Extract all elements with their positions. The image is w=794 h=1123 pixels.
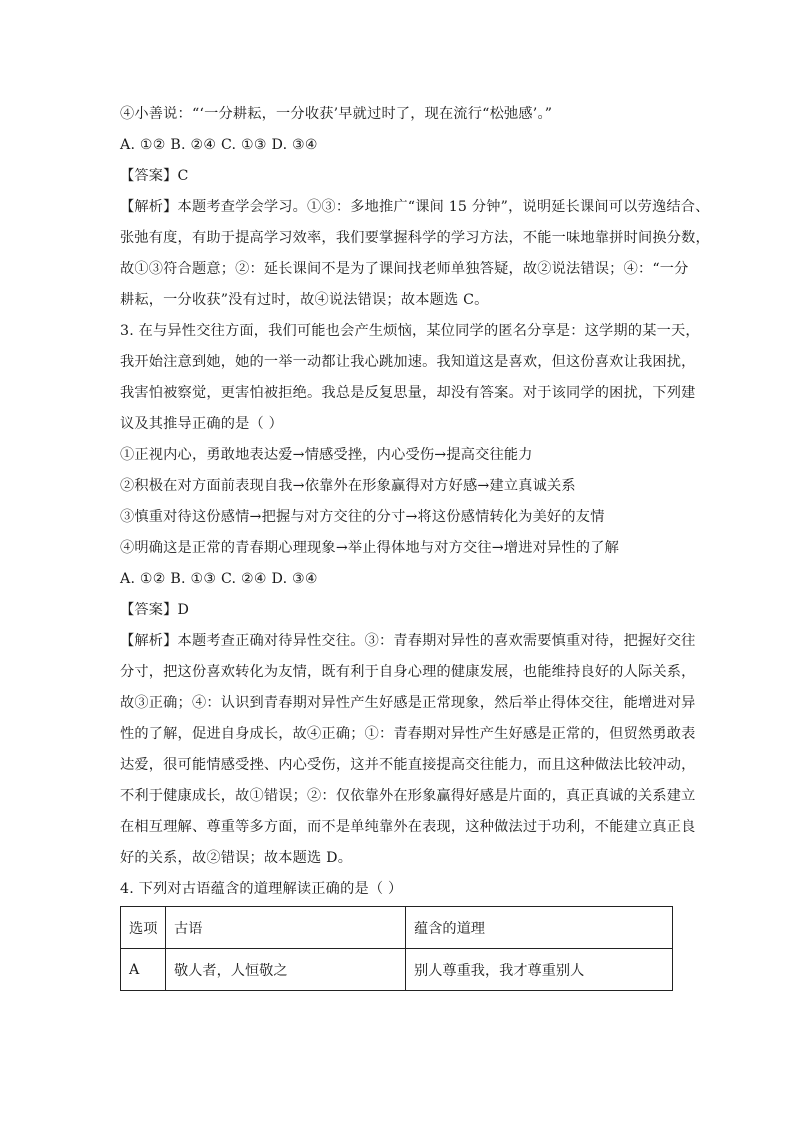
question-4-stem: 4. 下列对古语蕴含的道理解读正确的是（ ） (120, 881, 403, 897)
analysis-line: 【解析】本题考查学会学习。①③：多地推广“课间 15 分钟”，说明延长课间可以劳逸结合、 (120, 199, 710, 215)
option-statement-4: ④小善说：“‘一分耕耘，一分收获’早就过时了，现在流行“松弛感’。” (120, 106, 553, 122)
answer-choices: A. ①② B. ①③ C. ②④ D. ③④ (120, 571, 318, 587)
analysis-line: 性的了解，促进自身成长，故④正确；①：青春期对异性产生好感是正常的，但贸然勇敢表 (120, 726, 696, 742)
analysis-line: 在相互理解、尊重等多方面，而不是单纯靠外在表现，这种做法过于功利，不能建立真正良 (120, 819, 696, 835)
table-cell-saying: 敬人者，人恒敬之 (166, 949, 406, 991)
answer-label: 【答案】C (120, 168, 189, 184)
table-header-cell: 蕴含的道理 (406, 907, 673, 949)
table-header-cell: 古语 (166, 907, 406, 949)
analysis-line: 故①③符合题意；②：延长课间不是为了课间找老师单独答疑，故②说法错误；④：“一分 (120, 261, 689, 277)
analysis-line: 达爱，很可能情感受挫、内心受伤，这并不能直接提高交往能力，而且这种做法比较冲动， (120, 757, 696, 773)
analysis-line: 不利于健康成长，故①错误；②：仅依靠外在形象赢得好感是片面的，真正真诚的关系建立 (120, 788, 696, 804)
table-cell-meaning: 别人尊重我，我才尊重别人 (406, 949, 673, 991)
answer-choices: A. ①② B. ②④ C. ①③ D. ③④ (120, 137, 318, 153)
option-statement-1: ①正视内心，勇敢地表达爱→情感受挫，内心受伤→提高交往能力 (120, 447, 533, 463)
analysis-line: 【解析】本题考查正确对待异性交往。③：青春期对异性的喜欢需要慎重对待，把握好交往 (120, 633, 696, 649)
options-table (120, 906, 673, 991)
question-3-stem: 3. 在与异性交往方面，我们可能也会产生烦恼，某位同学的匿名分享是：这学期的某一天， (120, 323, 700, 339)
analysis-line: 张弛有度，有助于提高学习效率，我们要掌握科学的学习方法，不能一味地靠拼时间换分数， (120, 230, 710, 246)
analysis-line: 故③正确；④：认识到青春期对异性产生好感是正常现象，然后举止得体交往，能增进对异 (120, 695, 696, 711)
question-3-stem: 议及其推导正确的是（ ） (120, 416, 283, 432)
answer-label: 【答案】D (120, 602, 190, 618)
question-3-stem: 我害怕被察觉，更害怕被拒绝。我总是反复思量，却没有答案。对于该同学的困扰，下列建 (120, 385, 696, 401)
table-header-row (121, 907, 673, 949)
question-3-stem: 我开始注意到她，她的一举一动都让我心跳加速。我知道这是喜欢，但这份喜欢让我困扰， (120, 354, 696, 370)
table-header-cell: 选项 (121, 907, 166, 949)
option-statement-2: ②积极在对方面前表现自我→依靠外在形象赢得对方好感→建立真诚关系 (120, 478, 576, 494)
analysis-line: 耕耘，一分收获”没有过时，故④说法错误；故本题选 C。 (120, 292, 489, 308)
table-cell-option: A (121, 949, 166, 991)
analysis-line: 分寸，把这份喜欢转化为友情，既有利于自身心理的健康发展，也能维持良好的人际关系， (120, 664, 696, 680)
option-statement-3: ③慎重对待这份感情→把握与对方交往的分寸→将这份感情转化为美好的友情 (120, 509, 605, 525)
table-row (121, 949, 673, 991)
analysis-line: 好的关系，故②错误；故本题选 D。 (120, 850, 353, 866)
option-statement-4: ④明确这是正常的青春期心理现象→举止得体地与对方交往→增进对异性的了解 (120, 540, 619, 556)
